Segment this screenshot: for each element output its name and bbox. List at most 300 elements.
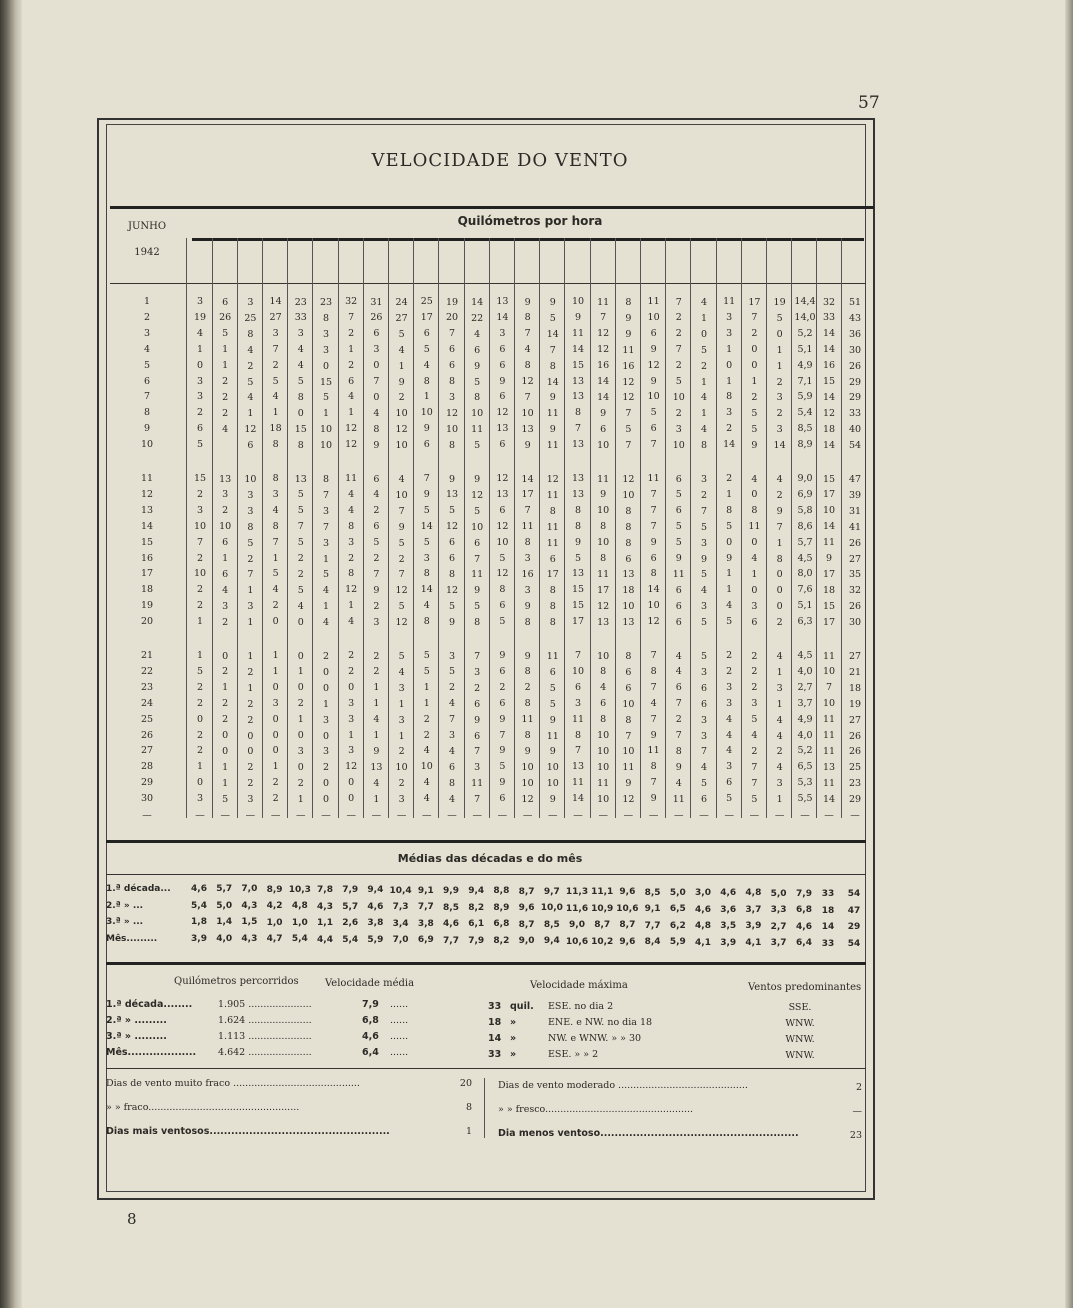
table-cell: 10 (822, 505, 836, 517)
dash-cell: — (321, 810, 331, 821)
table-cell: 10 (672, 391, 685, 403)
table-cell: 23 (848, 778, 862, 790)
table-cell: 0 (322, 360, 330, 372)
table-cell: 6 (222, 568, 229, 580)
table-cell: 1 (222, 553, 229, 564)
table-cell: 8 (524, 616, 531, 628)
table-cell: 9 (448, 473, 456, 485)
table-cell: 11 (521, 521, 534, 533)
table-cell: 17 (597, 584, 610, 596)
header-vmax: Velocidade máxima (530, 980, 628, 991)
decade-cell: 7,0 (241, 884, 258, 895)
table-cell: 8,9 (797, 439, 813, 451)
table-cell: 0 (373, 391, 380, 403)
table-cell: 2 (726, 473, 733, 484)
table-cell: 9 (398, 521, 405, 533)
table-cell: 3 (196, 375, 204, 387)
decade-cell: 4,8 (291, 901, 308, 912)
table-cell: 18 (848, 682, 862, 694)
table-cell: 7 (474, 553, 481, 565)
table-cell: 0 (348, 681, 355, 693)
table-cell: 2 (247, 762, 254, 774)
table-cell: 2 (726, 423, 733, 435)
table-cell: 2 (373, 505, 380, 517)
decade-cell: 8,2 (493, 935, 510, 946)
table-cell: 8 (726, 391, 733, 403)
table-cell: 2 (272, 359, 279, 371)
table-cell: 1 (247, 682, 254, 694)
table-cell: 1 (348, 407, 355, 419)
units-heading: Quilómetros por hora (457, 214, 603, 228)
table-cell: 7 (196, 536, 204, 548)
table-cell: 1 (726, 488, 733, 500)
table-cell: 1 (726, 568, 733, 580)
table-cell: 4 (524, 344, 531, 356)
table-cell: 9 (574, 536, 582, 548)
table-cell: 12 (622, 474, 635, 485)
table-cell: 6 (574, 681, 582, 693)
header-pred: Ventos predominantes (748, 982, 862, 993)
decade-cell: 9,0 (569, 920, 585, 930)
table-cell: 0 (297, 730, 304, 741)
table-cell: 1 (700, 312, 708, 324)
table-cell: 13 (571, 473, 585, 484)
table-cell: 0 (322, 778, 330, 790)
table-cell: 2 (247, 778, 254, 790)
table-cell: 2 (751, 650, 758, 662)
decade-cell: 10,6 (616, 903, 639, 914)
table-cell: 0 (222, 745, 229, 757)
table-cell: 7 (574, 745, 582, 757)
table-cell: 8 (499, 584, 506, 596)
table-cell: 6 (222, 296, 229, 308)
table-cell: 3 (499, 327, 506, 339)
decade-cell: 5,9 (367, 934, 384, 945)
table-cell: 2 (675, 312, 682, 324)
table-cell: 6,3 (797, 616, 813, 628)
dash-cell: — (623, 810, 634, 821)
table-cell: 7,1 (797, 375, 813, 387)
decade-cell: 18 (821, 905, 835, 916)
table-cell: 9 (373, 439, 380, 451)
table-cell: 11 (571, 777, 585, 789)
table-cell: 7 (373, 376, 380, 387)
table-cell: 6 (423, 439, 430, 451)
table-cell: 5 (499, 552, 506, 564)
table-cell: 1 (272, 552, 279, 564)
table-cell: 5 (700, 617, 708, 629)
table-cell: 1 (398, 360, 405, 372)
decade-cell: 10,6 (565, 936, 589, 947)
summary-vmed: 4,6 (362, 1031, 379, 1042)
table-cell: 11 (546, 440, 559, 452)
table-cell: 6 (247, 440, 254, 452)
table-cell: 1 (297, 666, 304, 678)
column-header-extra (796, 246, 812, 290)
table-cell: 8 (574, 407, 582, 419)
table-cell: 9 (549, 794, 556, 806)
table-cell: 4 (272, 391, 279, 403)
table-cell: 13 (622, 617, 635, 629)
table-cell: 26 (370, 312, 383, 324)
table-cell: 10 (647, 600, 660, 612)
table-cell: 1 (222, 360, 229, 372)
table-cell: 6 (700, 794, 708, 806)
table-cell: 11 (571, 713, 585, 725)
table-cell: 10 (395, 489, 408, 501)
table-cell: 14 (822, 793, 836, 805)
decade-cell: 5,4 (191, 900, 207, 911)
table-cell: 3 (751, 698, 758, 710)
table-cell: 10 (822, 666, 836, 678)
day-label: 27 (140, 745, 154, 757)
dash-cell: — (396, 810, 407, 821)
dash-cell: — (800, 810, 810, 821)
dash-cell: — (346, 810, 356, 821)
decade-cell: 10,3 (288, 884, 311, 895)
table-cell: 3 (726, 697, 733, 709)
table-cell: 6 (675, 584, 682, 596)
table-cell: 14 (822, 344, 836, 356)
table-cell: 17 (822, 616, 836, 628)
decade-cell: 9,7 (543, 886, 560, 897)
dash-cell: — (548, 810, 558, 821)
table-cell: 2 (196, 729, 204, 741)
table-cell: 4 (474, 328, 481, 340)
table-cell: 14 (597, 376, 610, 387)
table-cell: 8 (574, 520, 582, 532)
table-cell: 29 (848, 376, 862, 388)
table-cell: 3 (448, 650, 456, 662)
decade-cell: 5,4 (291, 934, 308, 945)
table-cell: 2 (196, 697, 204, 709)
table-cell: 12 (647, 616, 660, 628)
table-cell: 5 (398, 537, 405, 549)
divider (484, 1078, 485, 1138)
decade-cell: 4,1 (745, 937, 762, 948)
table-cell: 18 (822, 423, 836, 435)
table-cell: 6 (499, 665, 506, 677)
table-cell: 3 (373, 616, 380, 628)
table-cell: 4 (776, 762, 783, 774)
table-cell: 9 (499, 650, 506, 661)
table-cell: 6 (499, 793, 506, 805)
table-cell: 10 (672, 439, 685, 451)
table-cell: 2 (222, 407, 229, 419)
table-cell: 3 (196, 504, 204, 516)
summary-vmed: 7,9 (362, 999, 379, 1010)
table-cell: 12 (345, 761, 358, 773)
table-cell: 1 (297, 793, 304, 805)
summary-vmed: 6,4 (362, 1047, 379, 1058)
table-cell: 12 (496, 407, 509, 419)
table-cell: 10 (319, 424, 333, 436)
table-cell: 4 (751, 730, 758, 741)
table-cell: 9 (650, 375, 657, 387)
table-cell: 5 (549, 682, 556, 694)
table-cell: 6 (196, 423, 204, 435)
table-cell: 23 (319, 297, 333, 308)
table-cell: 18 (269, 423, 282, 435)
table-cell: 5 (751, 423, 758, 435)
table-cell: 3 (348, 713, 355, 725)
table-cell: 5 (650, 407, 657, 419)
table-cell: 2 (322, 762, 330, 774)
table-cell: 3 (398, 714, 405, 726)
days-right-value: 2 (855, 1082, 862, 1093)
table-cell: 10 (445, 423, 459, 435)
table-cell: 9 (751, 439, 758, 451)
decade-cell: 8,2 (468, 902, 485, 913)
dash-cell: — (220, 810, 230, 821)
day-label: 8 (143, 407, 151, 419)
decade-cell: 4,4 (317, 934, 333, 945)
table-cell: 33 (294, 312, 307, 324)
table-cell: 16 (822, 360, 836, 372)
table-cell: 0 (297, 650, 304, 662)
table-cell: 10 (471, 408, 484, 420)
table-cell: 6 (373, 328, 380, 340)
table-cell: 6 (423, 327, 430, 339)
table-cell: 3 (196, 793, 204, 805)
table-cell: 2 (196, 681, 204, 693)
table-cell: 31 (370, 296, 383, 308)
table-cell: 0 (297, 761, 304, 773)
table-cell: 9 (549, 746, 556, 758)
table-cell: 4 (373, 777, 380, 789)
table-cell: 8 (474, 392, 481, 404)
table-cell: 10 (546, 778, 559, 790)
table-cell: 12 (597, 344, 610, 356)
table-cell: 3 (524, 584, 531, 596)
table-cell: 2 (776, 489, 783, 501)
table-cell: 2 (776, 746, 783, 758)
table-cell: 18 (822, 584, 836, 596)
table-cell: 4 (776, 651, 783, 662)
decade-cell: 47 (847, 905, 861, 916)
table-cell: 8 (297, 391, 304, 403)
table-cell: 7 (776, 521, 783, 533)
table-cell: 3 (700, 730, 708, 742)
decade-cell: 4,8 (695, 921, 711, 931)
day-label: 16 (140, 552, 154, 564)
table-cell: 4 (423, 745, 430, 757)
days-right-label: » » fresco................................................. (498, 1104, 694, 1115)
table-cell: 3 (398, 682, 405, 694)
table-cell: 11 (546, 521, 559, 533)
decade-cell: 3,6 (720, 904, 737, 915)
table-cell: 6 (675, 682, 682, 694)
table-cell: 7 (247, 569, 254, 581)
table-cell: 17 (822, 568, 836, 580)
table-cell: 13 (521, 423, 534, 435)
day-label: 3 (143, 327, 151, 339)
table-cell: 9 (423, 423, 430, 435)
day-label: 22 (140, 665, 154, 677)
table-cell: 1 (196, 343, 204, 355)
table-cell: 1 (322, 553, 330, 565)
summary-vmax-unit: quil. (510, 1001, 534, 1012)
summary-vmed: 6,8 (362, 1015, 379, 1026)
table-cell: 8 (726, 504, 733, 516)
year-label: 1942 (134, 247, 160, 258)
table-cell: 4 (776, 730, 783, 742)
table-cell: 8 (700, 440, 708, 452)
table-cell: 0 (322, 666, 330, 678)
table-cell: 54 (848, 440, 862, 452)
table-cell: 7 (675, 730, 682, 741)
table-cell: 6 (726, 777, 733, 789)
decade-cell: 8,7 (594, 920, 611, 931)
table-cell: 7 (272, 343, 279, 355)
table-cell: 8 (625, 651, 632, 662)
table-cell: 12 (622, 794, 635, 806)
table-cell: 4,0 (797, 729, 813, 741)
table-cell: 7 (675, 344, 682, 356)
table-cell: 7 (650, 777, 657, 789)
decade-cell: 7,7 (443, 935, 459, 946)
table-cell: 3 (297, 745, 304, 757)
table-cell: 6 (348, 375, 355, 387)
table-cell: 12 (546, 474, 559, 485)
table-cell: 6 (700, 698, 708, 710)
table-cell: 2,7 (797, 681, 813, 693)
table-cell: 2 (272, 600, 279, 612)
table-cell: 2 (675, 360, 682, 372)
table-cell: 6 (650, 327, 657, 339)
table-cell: 3 (272, 488, 279, 500)
table-cell: 11 (647, 745, 660, 757)
table-cell: 8 (549, 617, 556, 629)
table-cell: 7 (549, 344, 556, 356)
table-cell: 0 (751, 537, 758, 549)
table-cell: 1 (726, 375, 733, 387)
table-cell: 8 (650, 761, 657, 773)
day-label: 25 (140, 713, 154, 725)
table-cell: 6 (650, 423, 657, 435)
table-cell: 2 (196, 745, 204, 757)
day-label: 26 (140, 729, 154, 741)
decade-cell: 3,9 (745, 921, 762, 932)
column-header-extra (846, 246, 862, 290)
table-cell: 6 (499, 359, 506, 371)
table-cell: 2 (474, 682, 481, 694)
table-cell: 4 (700, 585, 708, 597)
table-cell: 8,0 (797, 568, 813, 580)
table-cell: 4 (348, 488, 355, 500)
table-cell: 4 (700, 297, 708, 308)
table-cell: 8 (423, 616, 430, 628)
table-cell: 8 (524, 537, 531, 549)
table-cell: 3 (222, 489, 229, 501)
summary-dots: ...... (390, 1047, 409, 1058)
table-cell: 5 (700, 521, 708, 533)
table-cell: 14 (521, 473, 534, 485)
table-cell: 15 (571, 359, 585, 371)
table-cell: 3 (322, 537, 330, 549)
column-divider (186, 238, 187, 818)
table-cell: 0 (700, 328, 708, 340)
table-cell: 5,3 (797, 777, 813, 789)
table-cell: 6 (448, 553, 456, 564)
table-cell: 3 (222, 600, 229, 612)
table-cell: 5 (448, 600, 456, 612)
table-cell: 19 (848, 698, 862, 710)
table-cell: 3 (322, 746, 330, 758)
table-cell: 8 (297, 439, 304, 451)
table-cell: 14 (597, 391, 610, 403)
table-cell: 3 (322, 344, 330, 356)
table-cell: 7 (600, 312, 607, 324)
days-left-label: Dias mais ventosos.................................................. (106, 1126, 390, 1137)
summary-vmax-num: 18 (488, 1017, 502, 1028)
table-cell: 2 (297, 553, 304, 564)
table-cell: 2 (196, 407, 204, 419)
table-cell: 1 (776, 537, 783, 549)
table-cell: 12 (496, 568, 509, 580)
summary-pred: WNW. (785, 1034, 815, 1045)
day-label: 30 (140, 793, 154, 805)
table-cell: 9 (650, 793, 657, 805)
table-cell: 15 (319, 376, 333, 388)
table-cell: 26 (848, 730, 862, 742)
decade-cell: 7,3 (392, 902, 409, 913)
table-cell: 0 (322, 730, 330, 742)
dash-cell: — (245, 810, 256, 821)
table-cell: 6 (499, 439, 506, 451)
table-cell: 3 (247, 601, 254, 613)
table-cell: 14 (773, 440, 786, 452)
table-cell: 3 (272, 327, 279, 339)
table-cell: 8 (524, 360, 531, 372)
table-cell: 3 (574, 697, 582, 709)
table-cell: 2 (297, 777, 304, 789)
table-cell: 10 (822, 698, 836, 710)
decade-cell: 2,6 (342, 918, 359, 929)
table-cell: 11 (822, 745, 836, 757)
table-cell: 11 (822, 777, 836, 789)
days-right-label: Dia menos ventoso....................................................... (498, 1128, 799, 1139)
table-cell: 0 (272, 713, 279, 725)
table-cell: 9 (448, 616, 456, 628)
table-cell: 5 (423, 665, 430, 677)
days-left-label: Dias de vento muito fraco .......................................... (106, 1078, 360, 1089)
summary-dots: ...... (390, 999, 409, 1010)
table-cell: 16 (597, 360, 610, 372)
table-cell: 0 (751, 584, 758, 596)
table-cell: 19 (445, 296, 459, 308)
dash-cell: — (648, 810, 659, 821)
table-cell: 3 (348, 697, 355, 709)
table-cell: 2 (348, 359, 355, 371)
table-cell: 2 (222, 666, 229, 678)
table-cell: 6 (751, 616, 758, 628)
summary-label: 3.ª » ......... (106, 1031, 167, 1042)
summary-label: 1.ª década........ (106, 999, 193, 1010)
decade-label: 2.ª » ... (106, 900, 144, 911)
table-cell: 2 (675, 328, 682, 340)
table-cell: 14 (723, 439, 736, 451)
decade-cell: 4,2 (266, 901, 283, 912)
table-cell: 8 (474, 617, 481, 629)
rule (110, 206, 874, 209)
table-cell: 7 (625, 408, 632, 420)
table-cell: 7 (700, 505, 708, 517)
table-cell: 1 (297, 714, 304, 726)
day-label: 20 (140, 616, 154, 628)
table-cell: 7 (751, 761, 758, 773)
dash-cell: — (142, 810, 152, 821)
